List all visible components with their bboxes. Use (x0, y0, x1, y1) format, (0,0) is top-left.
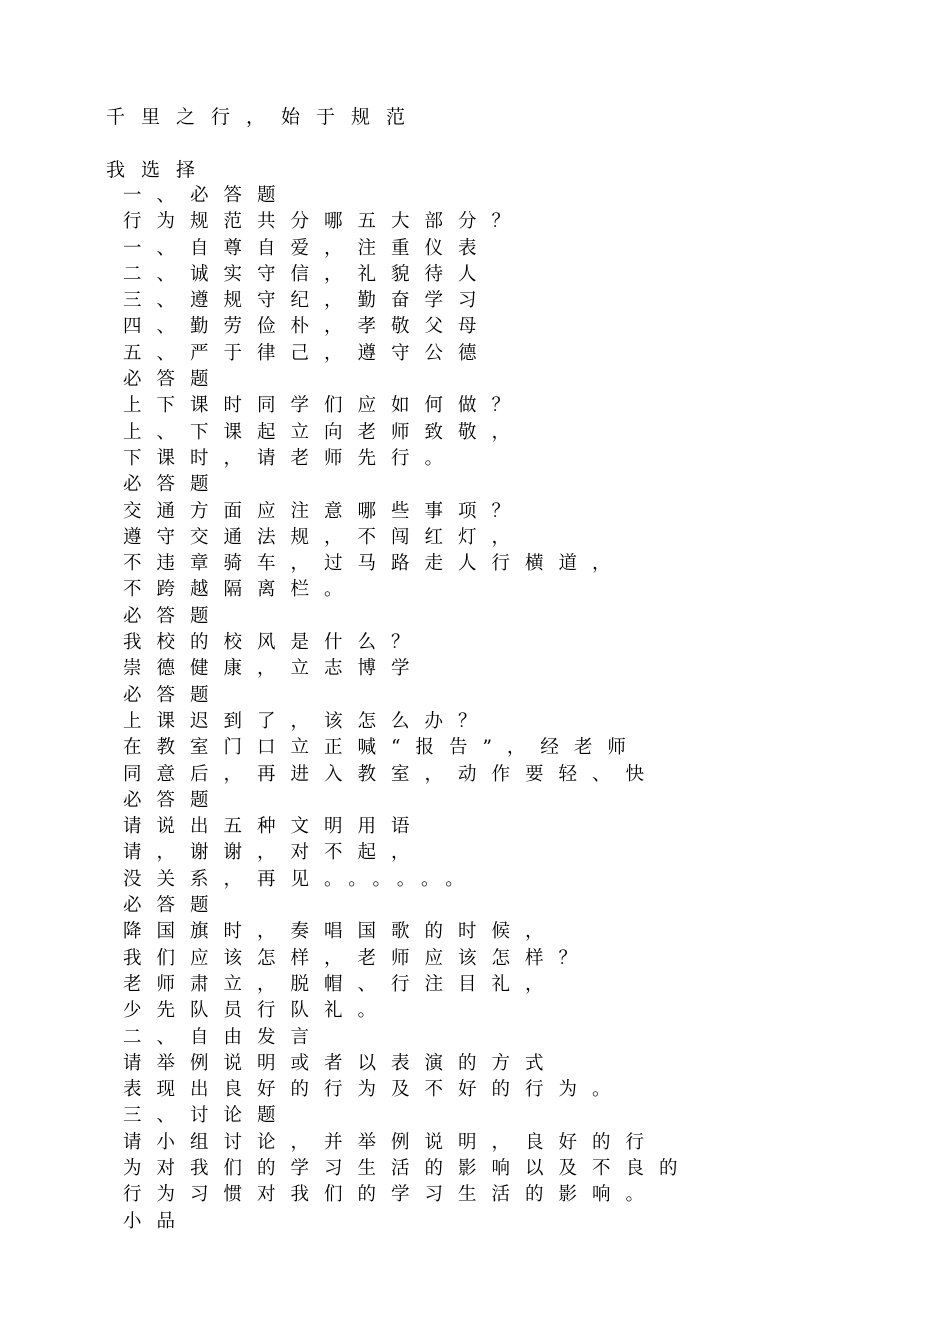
text-line: 必答题 (123, 789, 224, 811)
text-line: 上课迟到了，该怎么办？ (123, 710, 492, 732)
text-line: 在教室门口立正喊“报告”，经老师 (123, 737, 641, 759)
text-line: 请，谢谢，对不起， (123, 842, 425, 864)
text-line: 我校的校风是什么？ (123, 632, 425, 654)
text-line: 必答题 (123, 895, 224, 917)
text-line: 下课时，请老师先行。 (123, 447, 459, 469)
document-title: 千里之行，始于规范 (106, 106, 422, 128)
text-line: 少先队员行队礼。 (123, 1000, 392, 1022)
text-line: 上下课时同学们应如何做？ (123, 395, 526, 417)
text-line: 不跨越隔离栏。 (123, 579, 358, 601)
text-line: 必答题 (123, 684, 224, 706)
text-line: 四、勤劳俭朴，孝敬父母 (123, 316, 492, 338)
text-line: 二、诚实守信，礼貌待人 (123, 263, 492, 285)
text-line: 行为习惯对我们的学习生活的影响。 (123, 1184, 660, 1206)
text-line: 崇德健康，立志博学 (123, 658, 425, 680)
text-line: 必答题 (123, 369, 224, 391)
text-line: 不违章骑车，过马路走人行横道， (123, 553, 626, 575)
text-line: 五、严于律己，遵守公德 (123, 342, 492, 364)
text-line: 必答题 (123, 474, 224, 496)
text-line: 必答题 (123, 605, 224, 627)
document-body (123, 183, 693, 1235)
text-line: 上、下课起立向老师致敬， (123, 421, 526, 443)
text-line: 一、自尊自爱，注重仪表 (123, 237, 492, 259)
text-line: 一、必答题 (123, 185, 291, 206)
section-heading: 我选择 (106, 159, 212, 181)
text-line: 请说出五种文明用语 (123, 816, 425, 838)
text-line: 请小组讨论，并举例说明，良好的行 (123, 1131, 660, 1153)
text-line: 二、自由发言 (123, 1026, 325, 1048)
text-line: 同意后，再进入教室，动作要轻、快 (123, 763, 660, 785)
text-line: 请举例说明或者以表演的方式 (123, 1052, 559, 1074)
text-line: 遵守交通法规，不闯红灯， (123, 526, 526, 548)
text-line: 行为规范共分哪五大部分？ (123, 211, 526, 233)
text-line: 没关系，再见。。。。。。 (123, 868, 479, 890)
text-line: 三、讨论题 (123, 1105, 291, 1127)
text-line: 为对我们的学习生活的影响以及不良的 (123, 1157, 693, 1179)
text-line: 我们应该怎样，老师应该怎样？ (123, 947, 593, 969)
text-line: 老师肃立，脱帽、行注目礼， (123, 973, 559, 995)
text-line: 三、遵规守纪，勤奋学习 (123, 290, 492, 312)
text-line: 小品 (123, 1210, 191, 1232)
text-line: 交通方面应注意哪些事项？ (123, 500, 526, 522)
text-line: 降国旗时，奏唱国歌的时候， (123, 921, 559, 943)
text-line: 表现出良好的行为及不好的行为。 (123, 1079, 626, 1101)
